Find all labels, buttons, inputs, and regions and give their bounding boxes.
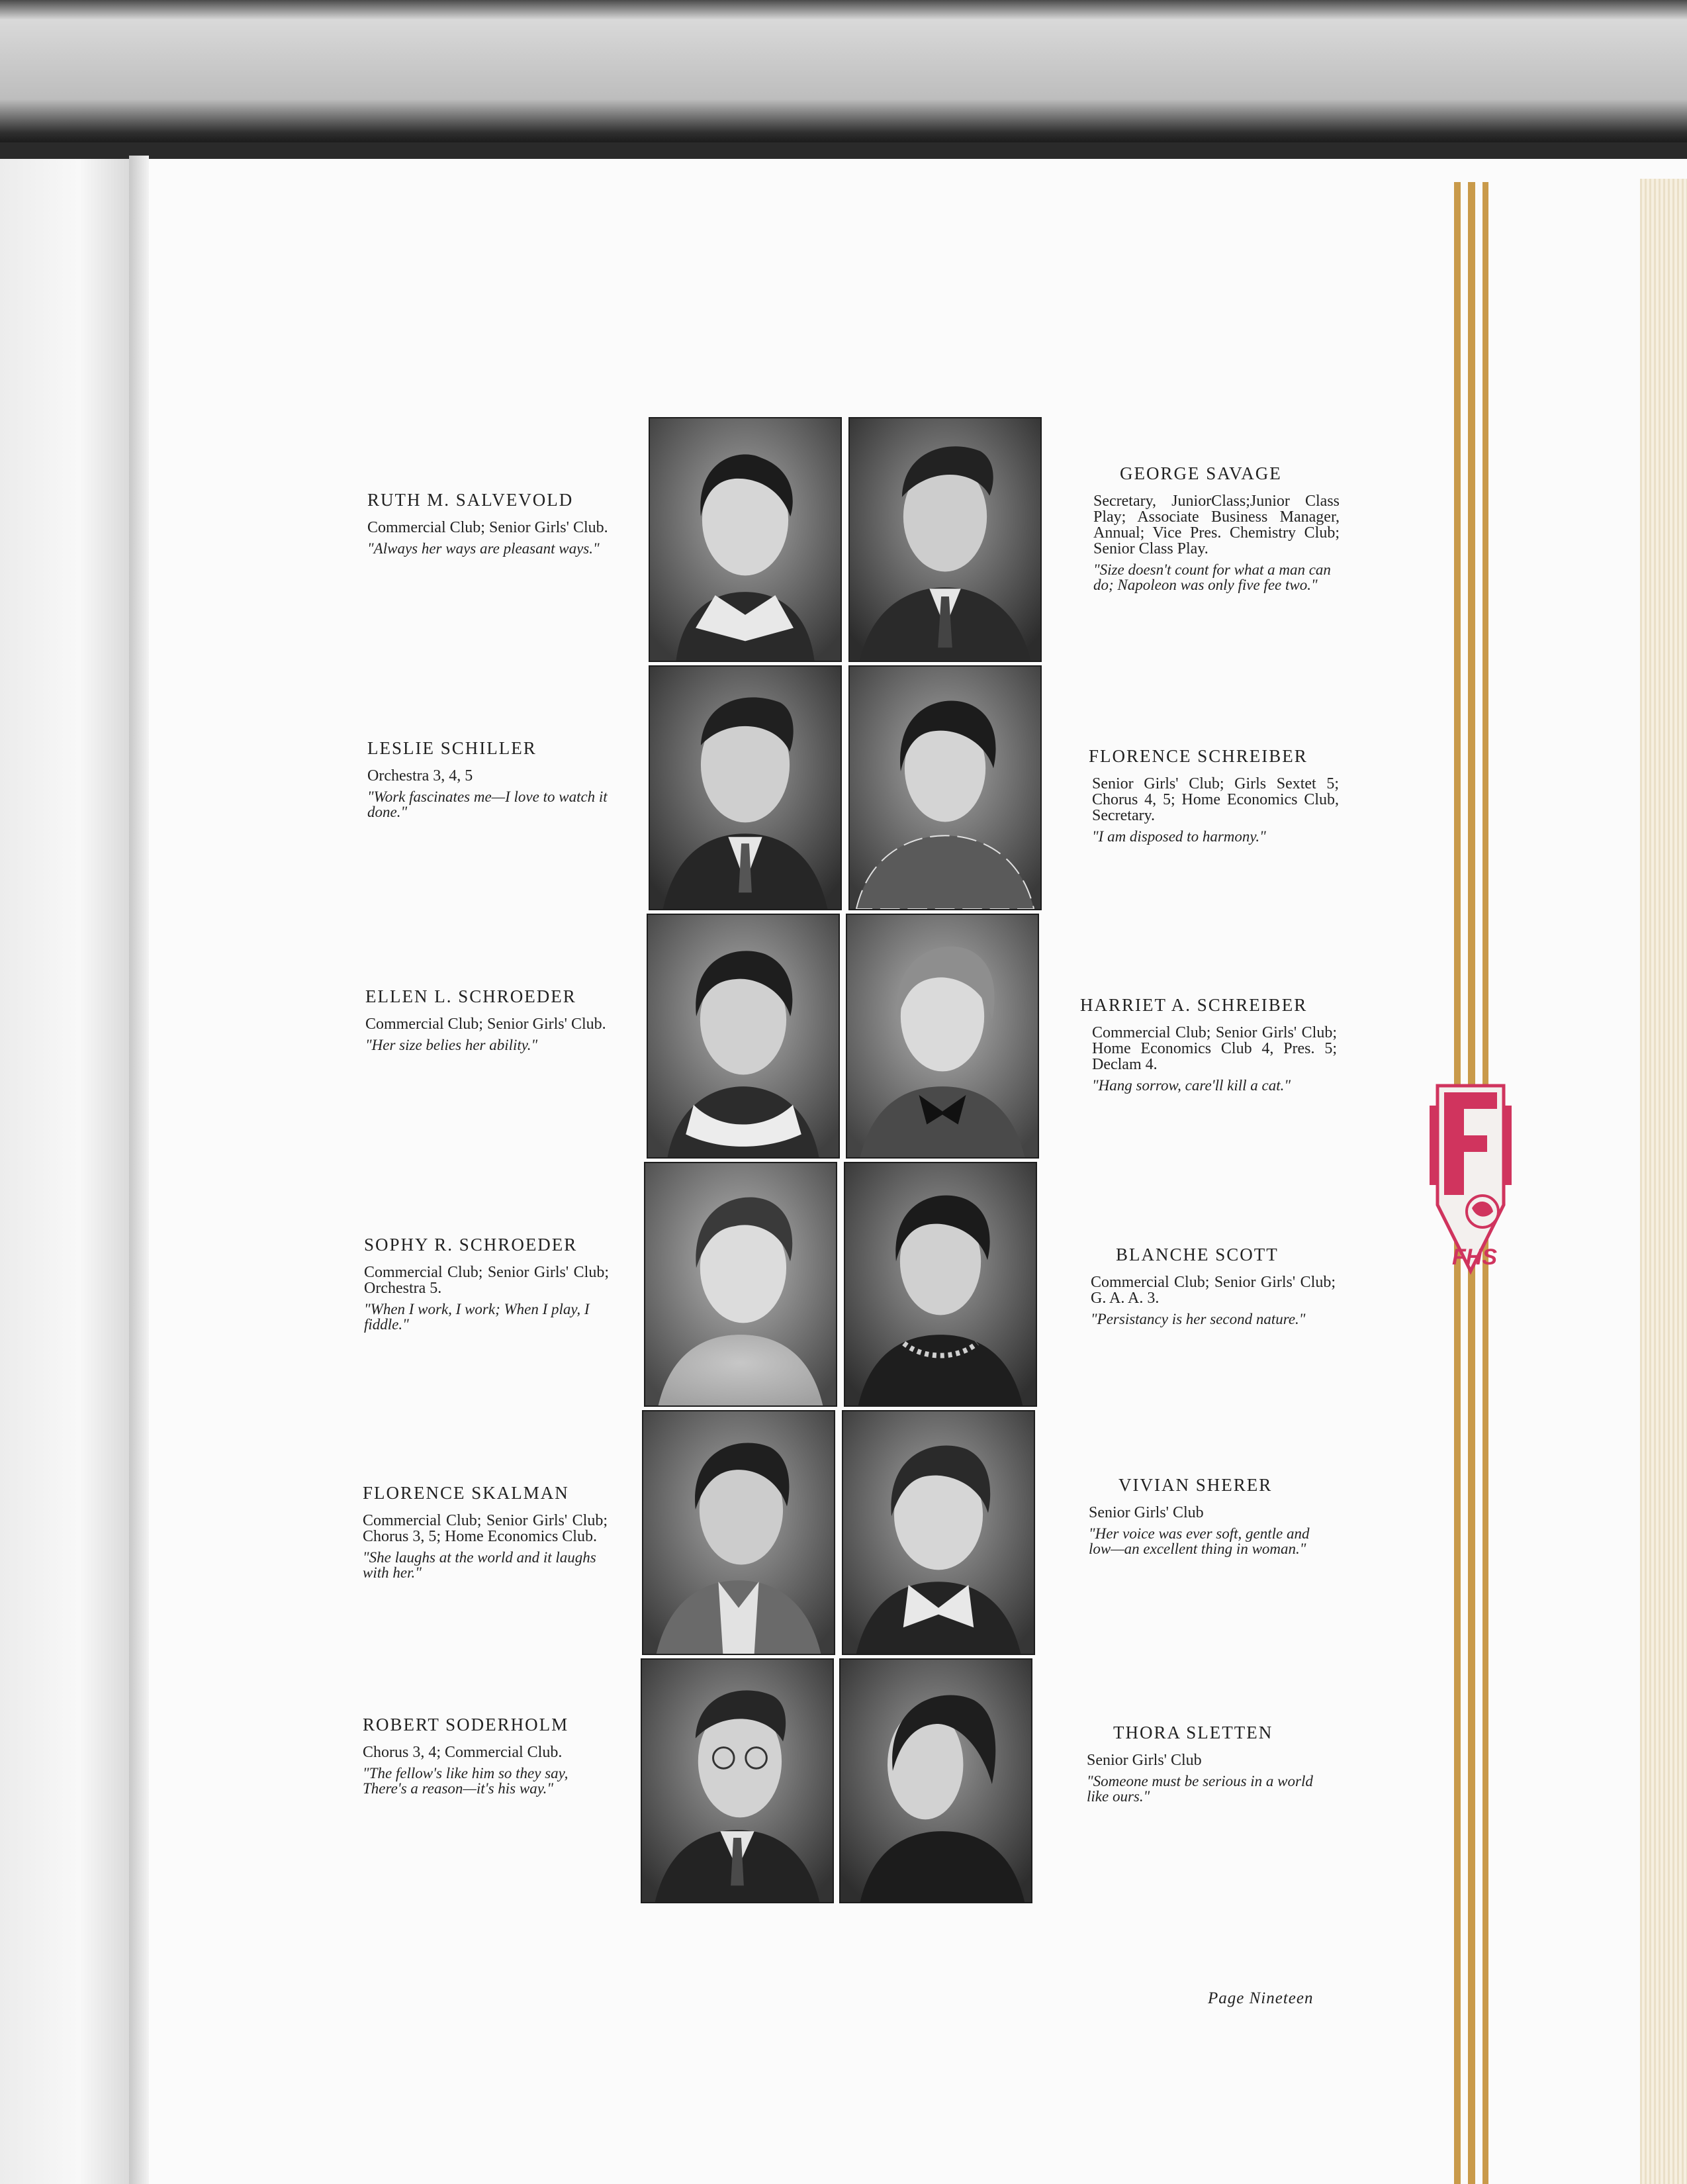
- page-edges: [1640, 179, 1687, 2184]
- portrait-photo: [848, 665, 1042, 910]
- student-quote: "When I work, I work; When I play, I fiddle.": [364, 1301, 590, 1333]
- student-activities: Chorus 3, 4; Commercial Club.: [363, 1744, 563, 1761]
- student-entry: [367, 490, 614, 556]
- student-quote: "Her size belies her ability.": [365, 1037, 538, 1053]
- student-activities: Senior Girls' Club; Girls Sextet 5; Chorus 4, 5; Home Economics Club, Secretary.: [1092, 775, 1339, 824]
- student-name: RUTH M. SALVEVOLD: [367, 490, 574, 510]
- student-activities: Commercial Club; Senior Girls' Club.: [367, 519, 608, 536]
- student-name: SOPHY R. SCHROEDER: [364, 1235, 578, 1255]
- scanner-lid: [0, 0, 1687, 142]
- portrait-photo: [846, 914, 1039, 1159]
- student-activities: Commercial Club; Senior Girls' Club; Orchestra 5.: [364, 1264, 609, 1297]
- portrait-photo: [844, 1162, 1037, 1407]
- student-name: LESLIE SCHILLER: [367, 738, 537, 758]
- student-name: FLORENCE SCHREIBER: [1089, 746, 1308, 766]
- student-entry: [1080, 995, 1337, 1093]
- student-entry: [1093, 463, 1340, 593]
- student-entry: [363, 1483, 608, 1580]
- portrait-photo: [649, 665, 842, 910]
- school-emblem-icon: [1424, 1072, 1517, 1278]
- portrait-photo: [848, 417, 1042, 662]
- portrait-photo: [642, 1410, 835, 1655]
- student-name: FLORENCE SKALMAN: [363, 1483, 569, 1503]
- portrait-photo: [641, 1658, 834, 1903]
- student-entry: [1087, 1723, 1335, 1804]
- student-quote: "I am disposed to harmony.": [1092, 828, 1266, 845]
- student-activities: Secretary, JuniorClass;Junior Class Play; Associate Business Manager, Annual; Vice Pres. Chemistry Club; Senior Class Play.: [1093, 493, 1340, 557]
- student-name: GEORGE SAVAGE: [1120, 463, 1282, 483]
- page-number: Page Nineteen: [1208, 1989, 1314, 2007]
- student-activities: Senior Girls' Club: [1089, 1504, 1204, 1521]
- student-entry: [1089, 1475, 1335, 1556]
- student-entry: [367, 738, 612, 820]
- student-entry: [365, 986, 612, 1053]
- student-activities: Commercial Club; Senior Girls' Club; Home Economics Club 4, Pres. 5; Declam 4.: [1092, 1024, 1337, 1073]
- book-gutter: [129, 156, 149, 2184]
- student-quote: "Always her ways are pleasant ways.": [367, 540, 600, 557]
- student-quote: "Persistancy is her second nature.": [1091, 1311, 1306, 1327]
- left-page: [0, 159, 132, 2184]
- student-quote: "The fellow's like him so they say, There's a reason—it's his way.": [363, 1765, 569, 1797]
- portrait-photo: [649, 417, 842, 662]
- student-quote: "Work fascinates me—I love to watch it done.": [367, 788, 608, 820]
- student-name: ELLEN L. SCHROEDER: [365, 986, 576, 1006]
- portrait-photo: [644, 1162, 837, 1407]
- emblem-letters: FHS: [1452, 1245, 1497, 1270]
- student-quote: "Hang sorrow, care'll kill a cat.": [1092, 1077, 1291, 1094]
- student-name: ROBERT SODERHOLM: [363, 1715, 569, 1734]
- student-name: HARRIET A. SCHREIBER: [1080, 995, 1308, 1015]
- portrait-photo: [839, 1658, 1032, 1903]
- student-name: BLANCHE SCOTT: [1116, 1245, 1279, 1264]
- student-activities: Commercial Club; Senior Girls' Club; G. A. A. 3.: [1091, 1274, 1336, 1307]
- student-quote: "Her voice was ever soft, gentle and low—an excellent thing in woman.": [1089, 1525, 1310, 1557]
- student-entry: [363, 1715, 608, 1796]
- student-entry: [364, 1235, 609, 1332]
- student-name: THORA SLETTEN: [1113, 1723, 1273, 1742]
- student-activities: Orchestra 3, 4, 5: [367, 767, 473, 784]
- student-quote: "Someone must be serious in a world like ours.": [1087, 1773, 1313, 1805]
- student-entry: [1089, 746, 1339, 844]
- student-activities: Commercial Club; Senior Girls' Club; Chorus 3, 5; Home Economics Club.: [363, 1512, 608, 1545]
- student-activities: Senior Girls' Club: [1087, 1752, 1202, 1769]
- portrait-photo: [842, 1410, 1035, 1655]
- student-activities: Commercial Club; Senior Girls' Club.: [365, 1016, 606, 1033]
- student-quote: "Size doesn't count for what a man can do; Napoleon was only five fee two.": [1093, 561, 1331, 593]
- student-name: VIVIAN SHERER: [1118, 1475, 1273, 1495]
- portrait-photo: [647, 914, 840, 1159]
- student-quote: "She laughs at the world and it laughs with her.": [363, 1549, 596, 1581]
- student-entry: [1091, 1245, 1336, 1327]
